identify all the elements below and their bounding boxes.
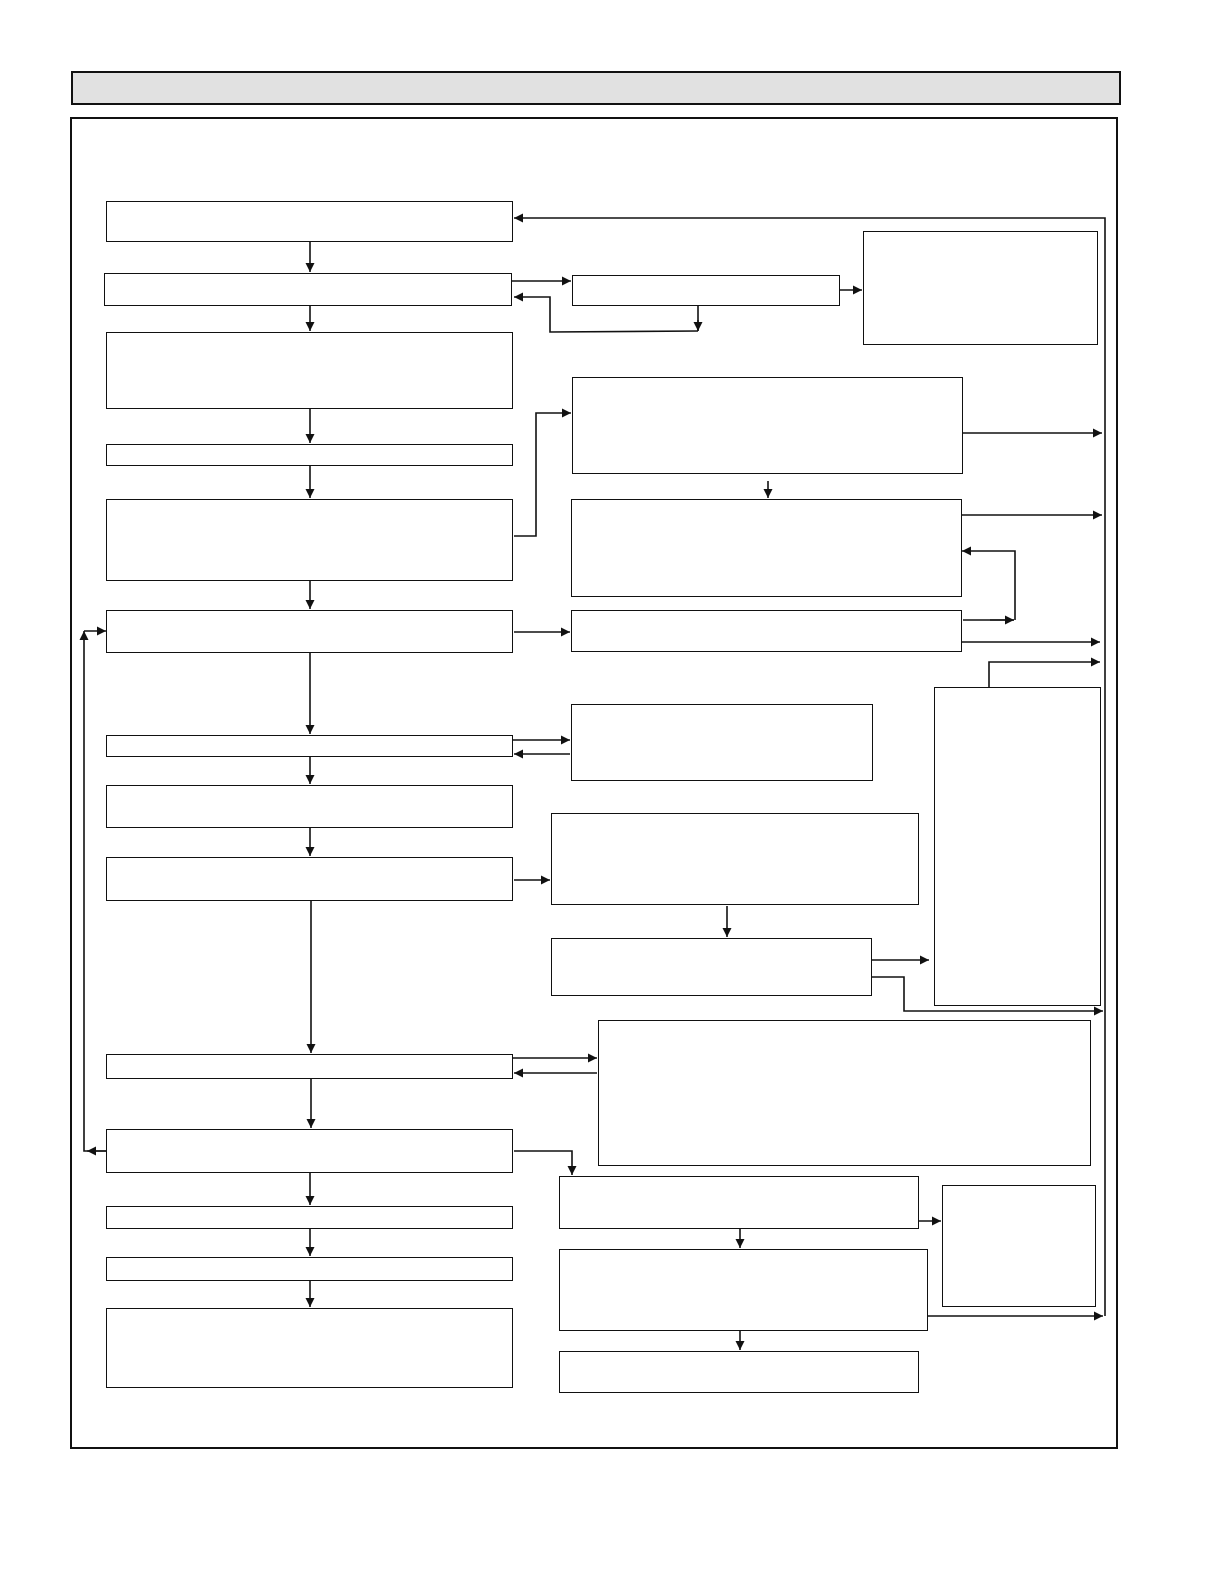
branch-box-b4: [571, 499, 962, 597]
step-box-s12: [106, 1206, 513, 1229]
arrow-loop-b4: [962, 551, 1015, 620]
step-box-s10: [106, 1054, 513, 1079]
step-box-s11: [106, 1129, 513, 1173]
arrow-s11-left-return: [84, 631, 106, 1151]
arrow-s5-b3: [514, 413, 571, 536]
branch-box-b14: [942, 1185, 1096, 1307]
step-box-s3: [106, 332, 513, 409]
step-box-s14: [106, 1308, 513, 1388]
step-box-s6: [106, 610, 513, 653]
branch-box-b11: [559, 1249, 928, 1331]
arrow-b13-up-right: [989, 662, 1100, 688]
branch-box-b12: [559, 1351, 919, 1393]
step-box-s9: [106, 857, 513, 901]
arrow-s11-b10: [514, 1151, 572, 1175]
step-box-s7: [106, 735, 513, 757]
branch-box-b7: [551, 813, 919, 905]
branch-box-b6: [571, 704, 873, 781]
branch-box-b5: [571, 610, 962, 652]
branch-box-b10: [559, 1176, 919, 1229]
branch-box-b8: [551, 938, 872, 996]
step-box-s1: [106, 201, 513, 242]
branch-box-b2: [863, 231, 1098, 345]
step-box-s5: [106, 499, 513, 581]
step-box-s2: [104, 273, 512, 306]
branch-box-b13: [934, 687, 1101, 1006]
branch-box-b3: [572, 377, 963, 474]
step-box-s13: [106, 1257, 513, 1281]
step-box-s4: [106, 444, 513, 466]
branch-box-b1: [572, 275, 840, 306]
branch-box-b9: [598, 1020, 1091, 1166]
step-box-s8: [106, 785, 513, 828]
